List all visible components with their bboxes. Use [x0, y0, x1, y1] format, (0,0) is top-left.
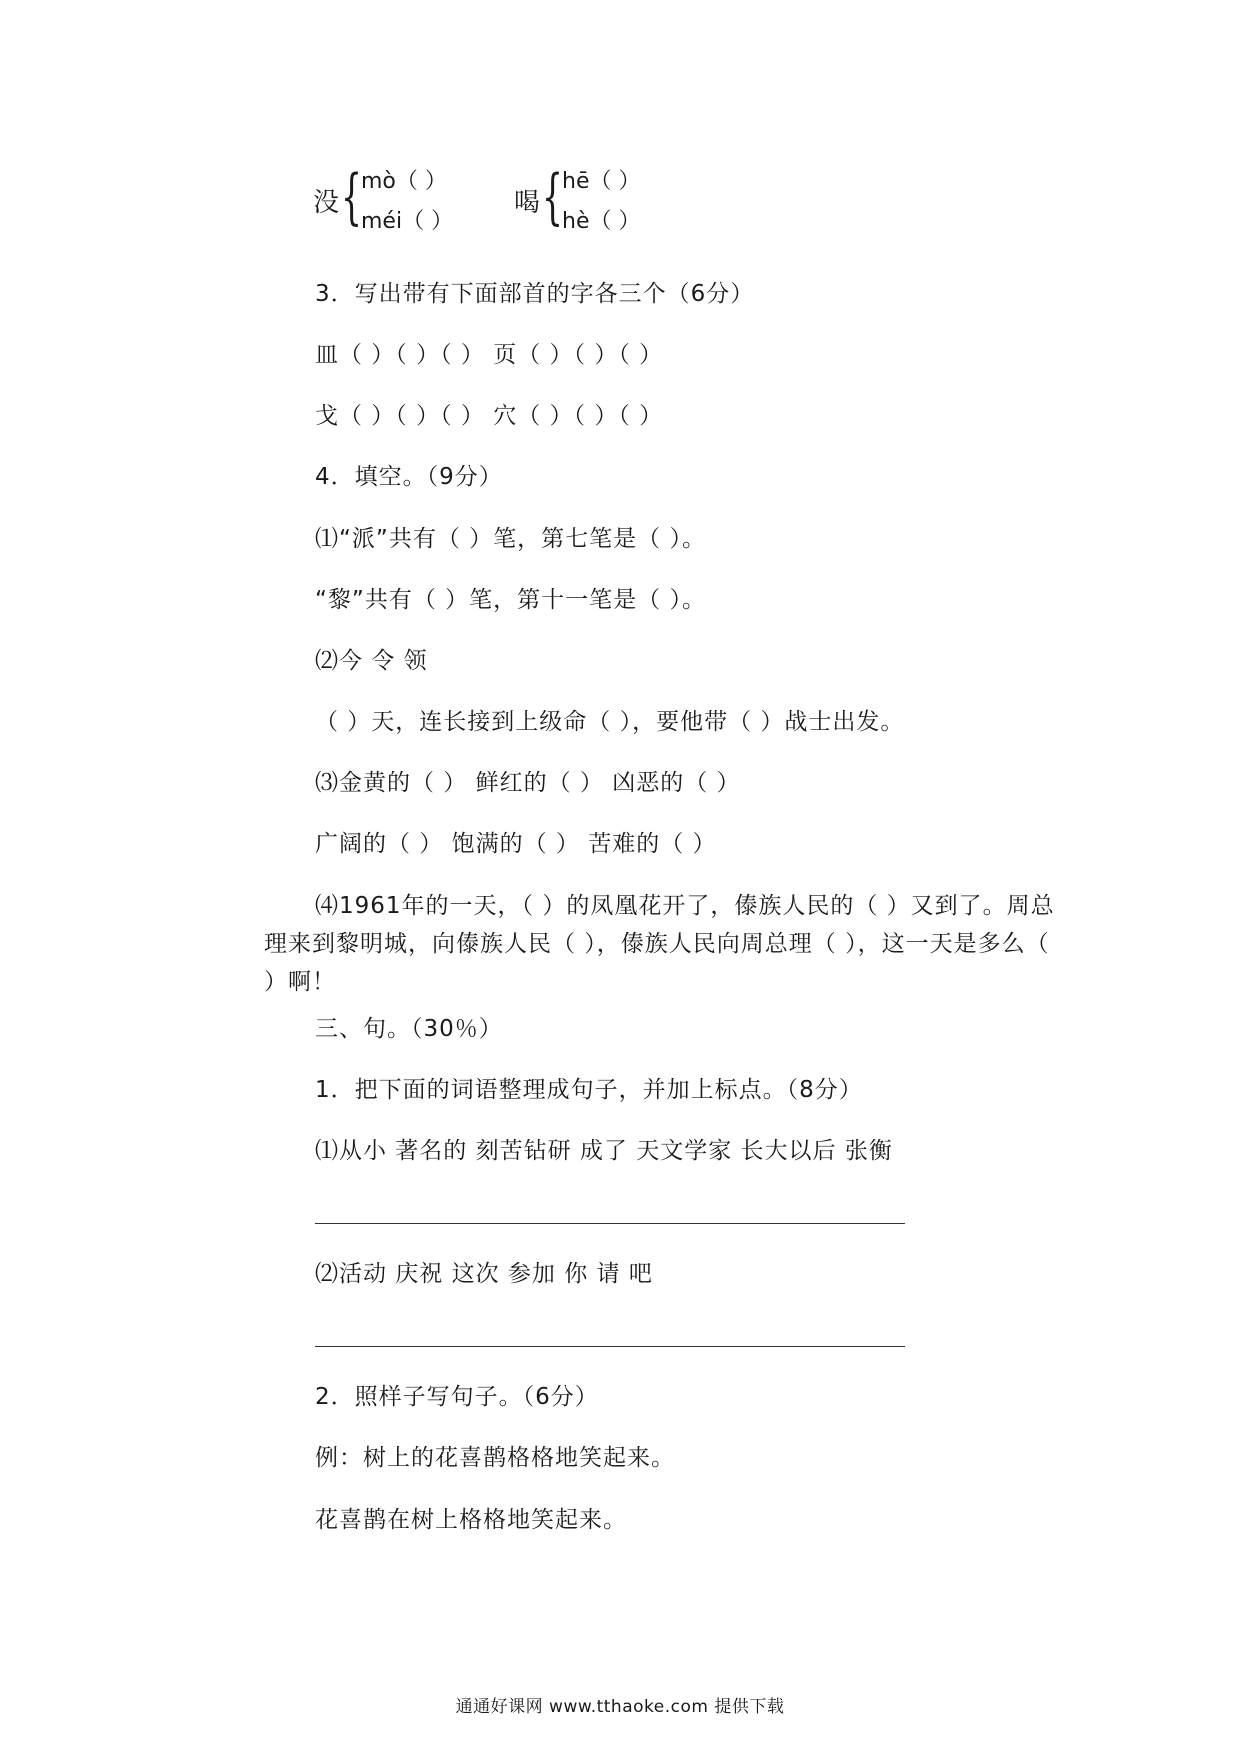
- section3-q2-example: 例：树上的花喜鹊格格地笑起来。: [315, 1445, 675, 1471]
- q3-row1: 皿（ ）（ ）（ ） 页（ ）（ ）（ ）: [315, 342, 664, 368]
- answer-line: [315, 1223, 905, 1224]
- section3-title: 三、句。（30％）: [315, 1016, 503, 1042]
- section3-q1-item2: ⑵活动 庆祝 这次 参加 你 请 吧: [315, 1261, 653, 1287]
- q4-title: 4．填空。（9分）: [315, 464, 503, 490]
- q4-p2b: （ ）天，连长接到上级命（ ），要他带（ ）战士出发。: [315, 709, 905, 735]
- q4-p3b: 广阔的（ ） 饱满的（ ） 苦难的（ ）: [315, 831, 717, 857]
- polyphone-he: [514, 160, 664, 240]
- section3-q1-item1: ⑴从小 著名的 刻苦钻研 成了 天文学家 长大以后 张衡: [315, 1138, 893, 1164]
- q4-p3a: ⑶金黄的（ ） 鲜红的（ ） 凶恶的（ ）: [315, 770, 741, 796]
- pinyin-row: méi（ ）: [361, 209, 454, 234]
- q4-p1a: ⑴“派”共有（ ）笔，第七笔是（ ）。: [315, 526, 706, 552]
- q4-p1b: “黎”共有（ ）笔，第十一笔是（ ）。: [315, 587, 706, 613]
- section3-q1-title: 1．把下面的词语整理成句子，并加上标点。（8分）: [315, 1077, 863, 1103]
- q4-p4: ⑷1961年的一天，（ ）的凤凰花开了，傣族人民的（ ）又到了。周总理来到黎明城，向傣族人民（ ），傣族人民向周总理（ ），这一天是多么（ ）啊！: [264, 893, 1055, 995]
- section3-q2-sample: 花喜鹊在树上格格地笑起来。: [315, 1507, 627, 1533]
- answer-line: [315, 1346, 905, 1347]
- q4-p2a: ⑵今 令 领: [315, 648, 428, 674]
- page-footer: 通通好课网 www.tthaoke.com 提供下载: [455, 1697, 785, 1717]
- section3-q2-title: 2．照样子写句子。（6分）: [315, 1384, 599, 1410]
- pinyin-row: mò（ ）: [361, 169, 447, 194]
- brace-symbol: {: [542, 162, 564, 232]
- polyphone-char: 喝: [514, 188, 541, 218]
- q3-title: 3．写出带有下面部首的字各三个（6分）: [315, 281, 755, 307]
- brace-symbol: {: [341, 162, 363, 232]
- pinyin-row: hè（ ）: [562, 209, 641, 234]
- polyphone-char: 没: [313, 188, 340, 218]
- polyphone-mei: [313, 160, 463, 240]
- pinyin-row: hē（ ）: [562, 169, 641, 194]
- q3-row2: 戈（ ）（ ）（ ） 穴（ ）（ ）（ ）: [315, 403, 664, 429]
